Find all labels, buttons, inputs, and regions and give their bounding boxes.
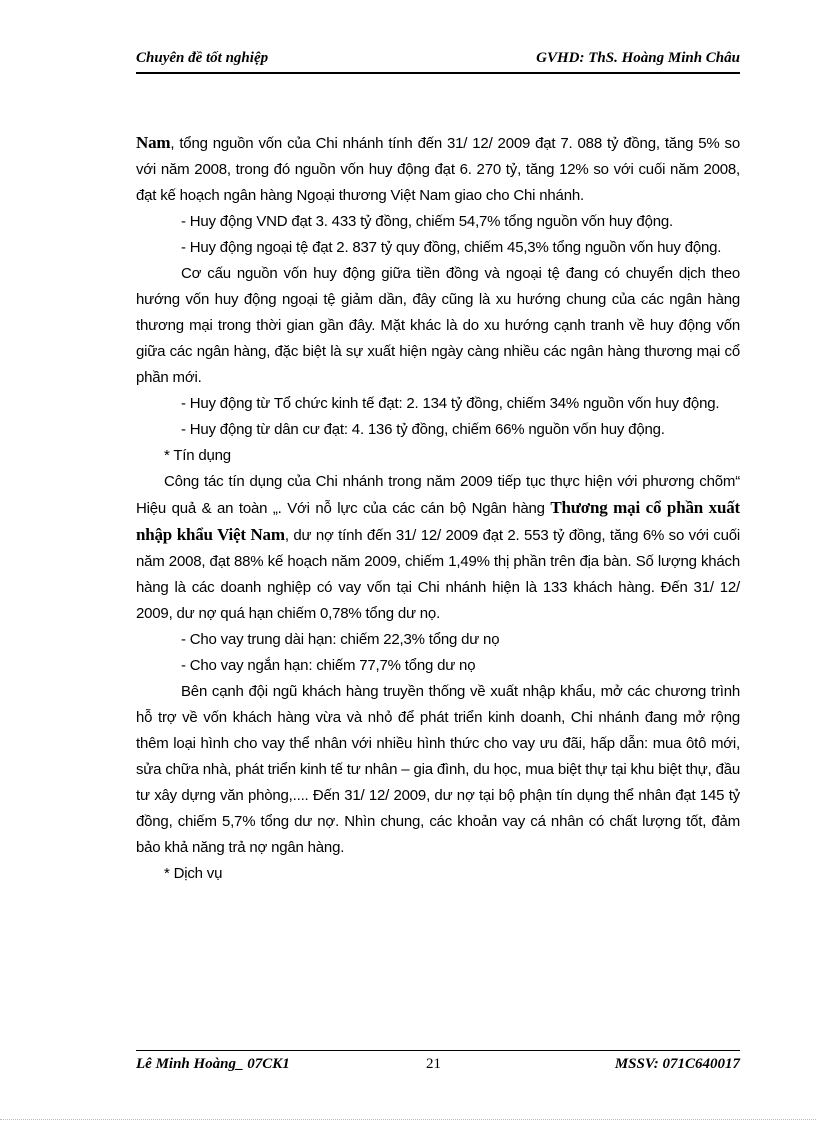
paragraph-text: , tổng nguồn vốn của Chi nhánh tính đến 31/ 12/ 2009 đạt 7. 088 tỷ đồng, tăng 5% so với năm 2008, trong đó nguồn vốn huy động đạt 6. 270 tỷ, tăng 12% so với cuối năm 2008, đạt kế hoạch ngân hàng Ngoại thương Việt Nam giao cho Chi nhánh. xyxy=(136,135,740,204)
paragraph-5: - Huy động từ Tổ chức kinh tế đạt: 2. 134 tỷ đồng, chiếm 34% nguồn vốn huy động. xyxy=(181,395,720,412)
section-heading-credit: * Tín dụng xyxy=(164,447,231,464)
paragraph-text: , dư nợ tính đến 31/ 12/ 2009 đạt 2. 553 tỷ đồng, tăng 6% so với cuối năm 2008, đạt 88% kế hoạch năm 2009, chiếm 1,49% thị phần trên địa bàn. Số lượng khách hàng là các doanh nghiệp có vay vốn tại Chi nhánh hiện là 133 khách hàng. Đến 31/ 12/ 2009, dư nợ quá hạn chiếm 0,78% tổng dư nọ. xyxy=(136,527,740,622)
bold-text: Thương mại cổ phần xuất nhập khẩu Việt Nam xyxy=(136,498,740,544)
header-advisor: GVHD: ThS. Hoàng Minh Châu xyxy=(536,50,740,66)
section-heading-services: * Dịch vụ xyxy=(164,865,223,882)
paragraph-4: Cơ cấu nguồn vốn huy động giữa tiền đồng và ngoại tệ đang có chuyển dịch theo hướng vốn huy động ngoại tệ giảm dần, đây cũng là xu hướng chung của các ngân hàng thương mại trong thời gian gần đây. Mặt khác là do xu hướng cạnh tranh về huy động vốn giữa các ngân hàng, đặc biệt là sự xuất hiện ngày càng nhiều các ngân hàng thương mại cổ phần mới. xyxy=(136,265,740,386)
paragraph-3: - Huy động ngoại tệ đạt 2. 837 tỷ quy đồng, chiếm 45,3% tổng nguồn vốn huy động. xyxy=(181,239,722,256)
page-number: 21 xyxy=(426,1056,441,1072)
document-body xyxy=(136,130,740,887)
paragraph-9: - Cho vay trung dài hạn: chiếm 22,3% tổng dư nọ xyxy=(181,631,500,648)
paragraph-6: - Huy động từ dân cư đạt: 4. 136 tỷ đồng, chiếm 66% nguồn vốn huy động. xyxy=(181,421,665,438)
paragraph-11: Bên cạnh đội ngũ khách hàng truyền thống về xuất nhập khẩu, mở các chương trình hỗ trợ về vốn khách hàng vừa và nhỏ để phát triển kinh doanh, Chi nhánh đang mở rộng thêm loại hình cho vay thể nhân với nhiều hình thức cho vay ưu đãi, hấp dẫn: mua ôtô mới, sửa chữa nhà, phát triển kinh tế tư nhân – gia đình, du học, mua biệt thự tại khu biệt thự, đầu tư xây dựng văn phòng,.... Đến 31/ 12/ 2009, dư nợ tại bộ phận tín dụng thể nhân đạt 145 tỷ đồng, chiếm 5,7% tổng dư nợ. Nhìn chung, các khoản vay cá nhân có chất lượng tốt, đảm bảo khả năng trả nợ ngân hàng. xyxy=(136,683,740,856)
page-edge-divider xyxy=(0,1119,816,1120)
paragraph-text: Công tác tín dụng của Chi nhánh trong năm 2009 tiếp tục thực hiện với phương chõm“ Hiệu quả & an toàn „. Với nỗ lực của các cán bộ Ngân hàng xyxy=(136,473,740,517)
paragraph-1 xyxy=(136,130,740,209)
page-header xyxy=(136,50,740,74)
bold-text: Nam xyxy=(136,133,171,152)
header-title: Chuyên đề tốt nghiệp xyxy=(136,50,269,66)
footer-student-id: MSSV: 071C640017 xyxy=(614,1056,740,1072)
paragraph-10: - Cho vay ngắn hạn: chiếm 77,7% tổng dư nọ xyxy=(181,657,476,674)
page-footer xyxy=(136,1050,740,1075)
paragraph-2: - Huy động VND đạt 3. 433 tỷ đồng, chiếm 54,7% tổng nguồn vốn huy động. xyxy=(181,213,673,230)
paragraph-8 xyxy=(136,469,740,627)
footer-author: Lê Minh Hoàng_ 07CK1 xyxy=(136,1056,290,1072)
